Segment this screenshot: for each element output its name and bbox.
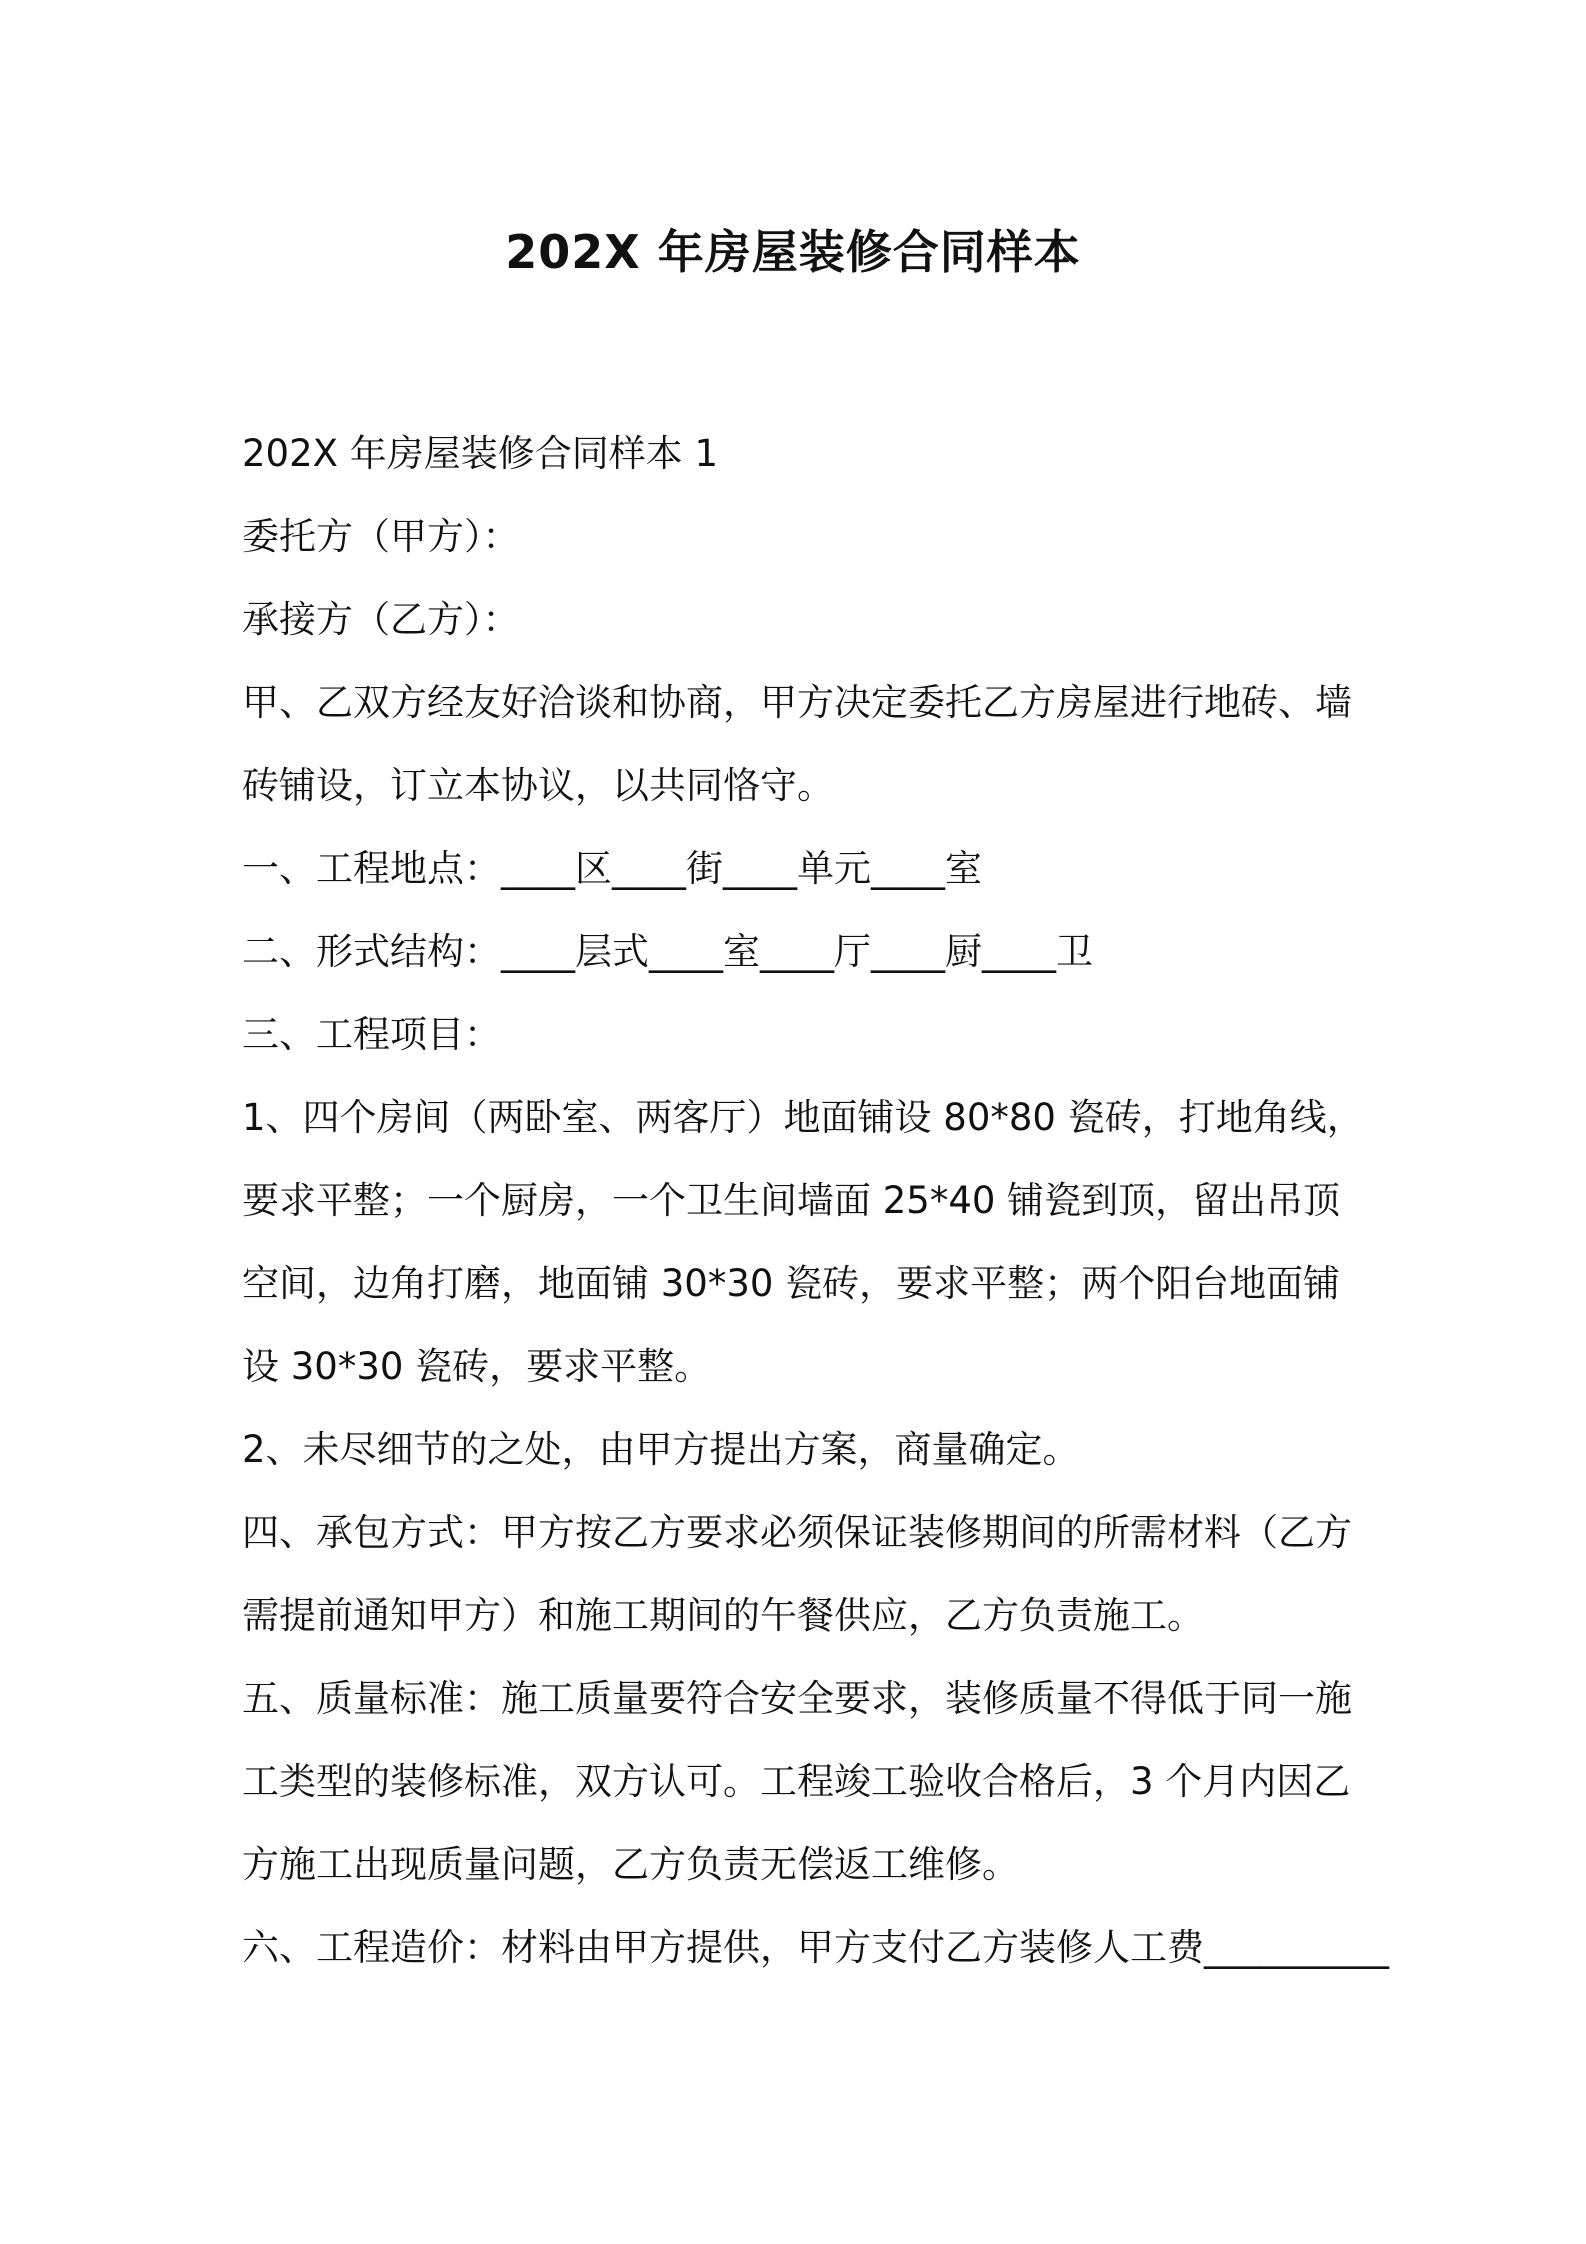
paragraph-line: 方施工出现质量问题，乙方负责无偿返工维修。 (242, 1843, 1019, 1886)
paragraph-line: 工类型的装修标准，双方认可。工程竣工验收合格后，3 个月内因乙 (242, 1760, 1351, 1803)
clause-project-cost: 六、工程造价：材料由甲方提供，甲方支付乙方装修人工费__________ (242, 1926, 1389, 1969)
paragraph-line: 甲、乙双方经友好洽谈和协商，甲方决定委托乙方房屋进行地砖、墙 (242, 681, 1352, 724)
paragraph-line: 要求平整；一个厨房，一个卫生间墙面 25*40 铺瓷到顶，留出吊顶 (242, 1179, 1341, 1222)
party-a-line: 委托方（甲方）： (242, 515, 520, 558)
document-title: 202X 年房屋装修合同样本 (505, 225, 1081, 279)
party-b-line: 承接方（乙方）： (242, 598, 520, 641)
paragraph-line: 需提前通知甲方）和施工期间的午餐供应，乙方负责施工。 (242, 1594, 1204, 1637)
contract-subtitle: 202X 年房屋装修合同样本 1 (242, 432, 719, 475)
clause-contract-method: 四、承包方式：甲方按乙方要求必须保证装修期间的所需材料（乙方 (242, 1511, 1352, 1554)
paragraph-line: 设 30*30 瓷砖，要求平整。 (242, 1345, 712, 1388)
clause-project-heading: 三、工程项目： (242, 1013, 501, 1056)
paragraph-line: 空间，边角打磨，地面铺 30*30 瓷砖，要求平整；两个阳台地面铺 (242, 1262, 1341, 1305)
clause-quality-standard: 五、质量标准：施工质量要符合安全要求，装修质量不得低于同一施 (242, 1677, 1352, 1720)
clause-structure: 二、形式结构：____层式____室____厅____厨____卫 (242, 930, 1093, 973)
paragraph-line: 2、未尽细节的之处，由甲方提出方案，商量确定。 (242, 1428, 1080, 1471)
paragraph-line: 1、四个房间（两卧室、两客厅）地面铺设 80*80 瓷砖，打地角线， (242, 1096, 1364, 1139)
document-body (242, 412, 1389, 1989)
paragraph-line: 砖铺设，订立本协议，以共同恪守。 (242, 764, 834, 807)
clause-location: 一、工程地点：____区____街____单元____室 (242, 847, 982, 890)
